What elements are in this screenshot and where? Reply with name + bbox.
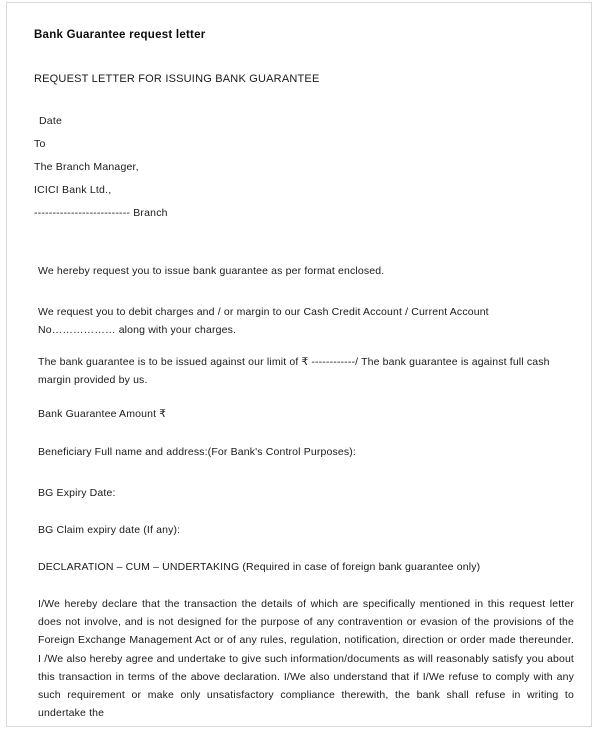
paragraph-debit-charges: We request you to debit charges and / or margin to our Cash Credit Account / Current Account No……………… along with your charges. — [38, 306, 489, 336]
address-line-branch-blank: -------------------------- Branch — [34, 207, 168, 219]
address-line-bank-name: ICICI Bank Ltd., — [34, 184, 112, 196]
document-body — [7, 3, 591, 726]
field-label-bg-amount: Bank Guarantee Amount ₹ — [38, 408, 167, 420]
field-label-beneficiary: Beneficiary Full name and address:(For Bank's Control Purposes): — [38, 446, 356, 458]
document-page — [6, 2, 592, 727]
field-label-bg-expiry-date: BG Expiry Date: — [38, 487, 116, 499]
paragraph-guarantee-limit: The bank guarantee is to be issued against our limit of ₹ ------------/ The bank guarantee is against full cash margin provided by us. — [38, 356, 550, 386]
paragraph-undertaking: I/We hereby declare that the transaction the details of which are specifically mentioned in this request letter does not involve, and is not designed for the purpose of any contravention or evasion of the provisions of the Foreign Exchange Management Act or of any rules, regulation, notification, direction or order made thereunder. I /We also hereby agree and undertake to give such information/documents as will reasonably satisfy you about this transaction in terms of the above declaration. I/We also understand that if I/We refuse to comply with any such requirement or make only unsatisfactory compliance therewith, the bank shall refuse in writing to undertake the — [38, 598, 574, 720]
address-line-branch-manager: The Branch Manager, — [34, 161, 139, 173]
field-label-bg-claim-expiry-date: BG Claim expiry date (If any): — [38, 524, 181, 536]
address-block — [34, 110, 168, 225]
address-line-to: To — [34, 138, 46, 150]
paragraph-request: We hereby request you to issue bank guarantee as per format enclosed. — [38, 265, 385, 277]
document-subtitle: REQUEST LETTER FOR ISSUING BANK GUARANTEE — [34, 73, 320, 85]
page-title: Bank Guarantee request letter — [34, 29, 206, 41]
declaration-heading: DECLARATION – CUM – UNDERTAKING (Required in case of foreign bank guarantee only) — [38, 561, 481, 573]
address-line-date: Date — [39, 115, 62, 127]
